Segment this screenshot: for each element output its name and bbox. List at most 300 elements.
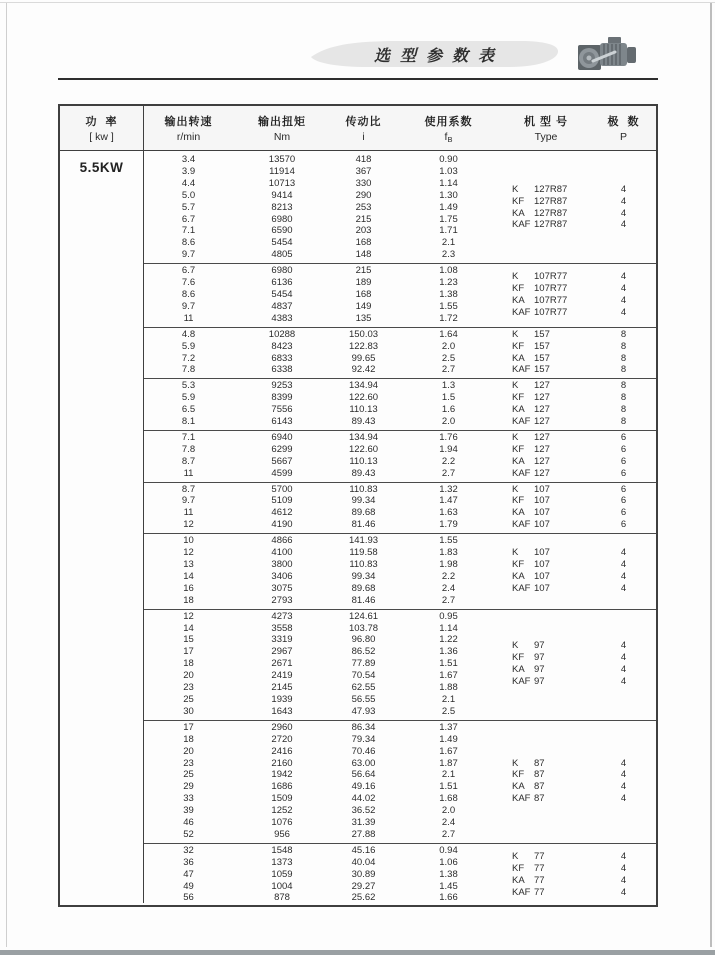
model-prefix: KAF: [512, 416, 531, 428]
model-prefix: K: [512, 483, 519, 495]
model-value: [512, 507, 591, 519]
service-factor-value: 1.47: [439, 495, 458, 507]
model-prefix: KF: [512, 392, 525, 404]
model-size: 107: [534, 507, 550, 519]
output-speed-value: 18: [183, 733, 194, 745]
i-column: [331, 380, 396, 428]
poles-value: 4: [620, 207, 627, 219]
poles-value: 8: [620, 380, 627, 392]
service-factor-value: 1.38: [439, 288, 458, 300]
ratio-value: 49.16: [351, 781, 376, 793]
model-value: [512, 652, 591, 664]
poles-value: 6: [620, 507, 627, 519]
ratio-value: 99.65: [351, 352, 376, 364]
i-column: [331, 432, 396, 480]
model-prefix: K: [512, 640, 519, 652]
poles-value: 6: [620, 443, 627, 455]
ratio-value: 253: [355, 201, 372, 213]
model-value: [512, 295, 591, 307]
fb-column: [396, 845, 501, 905]
ratio-value: 62.55: [351, 682, 376, 694]
output-torque-value: 2416: [271, 745, 293, 757]
col-unit: Nm: [273, 131, 291, 143]
poles-value: 6: [620, 495, 627, 507]
model-size: 107R77: [534, 294, 568, 306]
model-prefix: K: [512, 271, 519, 283]
service-factor-value: 2.1: [441, 769, 456, 781]
ratio-value: 45.16: [351, 844, 376, 856]
output-torque-value: 1076: [271, 817, 293, 829]
model-prefix: KAF: [512, 886, 531, 898]
output-speed-value: 36: [183, 856, 194, 868]
service-factor-value: 1.14: [439, 177, 458, 189]
model-value: [512, 863, 591, 875]
output-speed-value: 8.7: [181, 455, 196, 467]
service-factor-value: 2.1: [441, 237, 456, 249]
service-factor-value: 1.87: [439, 757, 458, 769]
poles-column: [591, 432, 656, 480]
service-factor-value: 2.0: [441, 805, 456, 817]
output-speed-value: 13: [183, 559, 194, 570]
output-torque-value: 1252: [271, 805, 293, 817]
spec-block: [144, 720, 656, 843]
service-factor-value: 2.2: [441, 455, 456, 467]
ratio-value: 110.13: [349, 404, 378, 416]
model-size: 107: [534, 582, 550, 594]
service-factor-value: 1.38: [439, 868, 458, 880]
model-size: 87: [534, 769, 545, 781]
fb-column: [396, 535, 501, 606]
ratio-value: 77.89: [351, 658, 376, 670]
model-value: [512, 341, 591, 353]
i-column: [331, 484, 396, 532]
col-unit: fB: [444, 130, 453, 144]
output-torque-value: 3558: [271, 622, 293, 634]
output-torque-value: 6590: [271, 225, 293, 237]
model-prefix: KF: [512, 862, 525, 874]
service-factor-value: 1.64: [439, 328, 458, 340]
poles-column: [591, 380, 656, 428]
ratio-value: 330: [355, 177, 372, 189]
spec-block: [144, 609, 656, 720]
model-size: 77: [534, 850, 545, 862]
title-banner: [308, 40, 560, 68]
output-speed-value: 32: [183, 844, 194, 856]
rpm-column: [144, 484, 233, 532]
poles-value: 4: [620, 582, 627, 594]
output-torque-value: 4100: [271, 547, 293, 559]
col-header-power: [60, 106, 144, 150]
service-factor-value: 1.22: [439, 634, 458, 646]
poles-value: 4: [620, 850, 627, 862]
output-torque-value: 4273: [271, 610, 293, 622]
power-value: 5.5KW: [79, 160, 124, 175]
ratio-value: 203: [355, 225, 372, 237]
output-torque-value: 11914: [269, 165, 295, 177]
output-torque-value: 6136: [271, 277, 293, 289]
rpm-column: [144, 154, 233, 261]
service-factor-value: 1.06: [439, 856, 458, 868]
service-factor-value: 1.32: [439, 483, 458, 495]
service-factor-value: 1.6: [441, 404, 456, 416]
fb-column: [396, 154, 501, 261]
model-prefix: KF: [512, 443, 525, 455]
output-torque-value: 1643: [271, 705, 293, 717]
model-prefix: KF: [512, 652, 525, 664]
model-value: [512, 640, 591, 652]
service-factor-value: 2.0: [441, 340, 456, 352]
poles-value: 6: [620, 519, 627, 531]
output-torque-value: 4866: [271, 535, 293, 547]
model-value: [512, 875, 591, 887]
ratio-value: 215: [355, 213, 372, 225]
output-speed-value: 33: [183, 793, 194, 805]
rpm-column: [144, 722, 233, 841]
model-prefix: K: [512, 547, 519, 559]
spec-block: [144, 153, 656, 263]
output-speed-value: 56: [183, 892, 194, 904]
output-speed-value: 14: [183, 570, 194, 582]
model-value: [512, 392, 591, 404]
poles-value: 4: [620, 559, 627, 570]
ratio-value: 119.58: [349, 547, 378, 559]
ratio-value: 141.93: [348, 535, 379, 547]
model-value: [512, 676, 591, 688]
ratio-value: 189: [355, 277, 372, 289]
model-size: 97: [534, 652, 545, 664]
ratio-value: 134.94: [348, 380, 379, 392]
nm-column: [233, 611, 331, 718]
output-torque-value: 5667: [271, 455, 293, 467]
model-size: 77: [534, 862, 545, 874]
model-prefix: KA: [512, 781, 525, 793]
output-torque-value: 8399: [271, 392, 293, 404]
model-value: [512, 456, 591, 468]
i-column: [331, 154, 396, 261]
output-speed-value: 18: [183, 658, 194, 670]
poles-value: 4: [620, 769, 627, 781]
type-column: [501, 611, 591, 718]
output-torque-value: 5454: [271, 237, 293, 249]
ratio-value: 92.42: [351, 364, 376, 376]
model-size: 127R87: [534, 207, 568, 219]
fb-column: [396, 611, 501, 718]
output-speed-value: 52: [183, 828, 194, 840]
ratio-value: 215: [355, 265, 372, 277]
model-size: 107: [534, 519, 550, 531]
output-speed-value: 8.6: [181, 288, 196, 300]
output-torque-value: 4612: [271, 507, 293, 519]
output-speed-value: 14: [183, 622, 194, 634]
poles-value: 6: [620, 467, 627, 479]
model-size: 107R77: [534, 283, 568, 295]
output-torque-value: 10288: [268, 328, 296, 340]
output-speed-value: 49: [183, 880, 194, 892]
service-factor-value: 2.4: [441, 817, 456, 829]
col-label: 使用系数: [424, 115, 473, 128]
output-speed-value: 23: [183, 682, 194, 694]
model-prefix: KAF: [512, 519, 531, 531]
model-prefix: KF: [512, 559, 525, 570]
output-torque-value: 6299: [271, 443, 293, 455]
service-factor-value: 2.1: [441, 693, 456, 705]
col-label: 功 率: [85, 116, 118, 128]
output-speed-value: 47: [183, 868, 194, 880]
rpm-column: [144, 432, 233, 480]
poles-column: [591, 329, 656, 377]
service-factor-value: 1.72: [439, 312, 458, 324]
model-size: 127: [534, 380, 550, 392]
fb-column: [396, 484, 501, 532]
model-prefix: KAF: [512, 793, 531, 805]
output-speed-value: 6.7: [181, 213, 196, 225]
output-speed-value: 18: [183, 594, 194, 606]
output-speed-value: 7.6: [181, 277, 196, 289]
poles-column: [591, 611, 656, 718]
output-torque-value: 13570: [268, 154, 296, 165]
poles-value: 4: [620, 271, 627, 283]
model-value: [512, 495, 591, 507]
poles-value: 8: [620, 352, 627, 364]
type-column: [501, 432, 591, 480]
poles-column: [591, 722, 656, 841]
service-factor-value: 1.94: [439, 443, 458, 455]
output-speed-value: 9.7: [181, 249, 196, 261]
service-factor-value: 2.5: [441, 705, 456, 717]
service-factor-value: 2.5: [441, 352, 456, 364]
service-factor-value: 2.7: [441, 594, 456, 606]
page-title: 选型参数表: [373, 47, 504, 65]
i-column: [331, 845, 396, 905]
service-factor-value: 1.68: [439, 793, 458, 805]
output-speed-value: 20: [183, 745, 194, 757]
output-torque-value: 4837: [271, 300, 293, 312]
ratio-value: 29.27: [351, 880, 376, 892]
nm-column: [233, 265, 331, 325]
poles-column: [591, 484, 656, 532]
model-value: [512, 664, 591, 676]
service-factor-value: 1.5: [441, 392, 456, 404]
output-speed-value: 12: [183, 547, 194, 559]
fb-column: [396, 329, 501, 377]
ratio-value: 27.88: [351, 828, 376, 840]
model-size: 127R87: [534, 219, 568, 231]
model-value: [512, 571, 591, 583]
ratio-value: 81.46: [351, 519, 376, 531]
table-blocks: [144, 151, 656, 903]
page-edge-left: [6, 3, 7, 947]
model-prefix: K: [512, 850, 519, 862]
ratio-value: 150.03: [348, 328, 379, 340]
model-prefix: KAF: [512, 219, 531, 231]
output-torque-value: 6980: [271, 213, 293, 225]
service-factor-value: 1.76: [439, 431, 458, 443]
output-torque-value: 1004: [271, 880, 293, 892]
nm-column: [233, 380, 331, 428]
model-size: 157: [534, 340, 550, 352]
ratio-value: 135: [355, 312, 372, 324]
output-torque-value: 1509: [271, 793, 293, 805]
model-prefix: KF: [512, 340, 525, 352]
output-torque-value: 2793: [271, 594, 293, 606]
output-speed-value: 4.4: [181, 177, 196, 189]
col-header-output-torque: [233, 106, 331, 150]
model-size: 127: [534, 443, 550, 455]
header-rule: [58, 78, 658, 80]
model-value: [512, 271, 591, 283]
ratio-value: 79.34: [351, 733, 376, 745]
output-speed-value: 7.8: [181, 443, 196, 455]
output-speed-value: 7.1: [181, 431, 196, 443]
model-size: 87: [534, 781, 545, 793]
service-factor-value: 1.83: [439, 547, 458, 559]
output-torque-value: 8213: [271, 201, 293, 213]
model-prefix: KA: [512, 664, 525, 676]
model-size: 107: [534, 570, 550, 582]
output-speed-value: 16: [183, 582, 194, 594]
i-column: [331, 722, 396, 841]
output-speed-value: 23: [183, 757, 194, 769]
output-speed-value: 29: [183, 781, 194, 793]
poles-value: 6: [620, 455, 627, 467]
model-size: 157: [534, 364, 550, 376]
type-column: [501, 265, 591, 325]
output-torque-value: 10713: [268, 177, 296, 189]
model-size: 77: [534, 886, 545, 898]
col-header-poles: [591, 106, 656, 150]
output-torque-value: 3075: [271, 582, 293, 594]
type-column: [501, 329, 591, 377]
ratio-value: 367: [355, 165, 372, 177]
model-value: [512, 444, 591, 456]
spec-block: [144, 430, 656, 482]
model-prefix: KA: [512, 570, 525, 582]
model-size: 127: [534, 416, 550, 428]
ratio-value: 418: [355, 154, 372, 165]
service-factor-value: 1.3: [441, 380, 456, 392]
output-torque-value: 3800: [271, 559, 293, 570]
output-torque-value: 2145: [271, 682, 293, 694]
poles-value: 4: [620, 294, 627, 306]
ratio-value: 110.13: [349, 455, 378, 467]
output-speed-value: 8.7: [181, 483, 196, 495]
output-speed-value: 9.7: [181, 495, 196, 507]
model-value: [512, 208, 591, 220]
nm-column: [233, 722, 331, 841]
i-column: [331, 535, 396, 606]
output-torque-value: 3319: [271, 634, 293, 646]
output-torque-value: 2160: [271, 757, 293, 769]
spec-block: [144, 533, 656, 608]
type-column: [501, 845, 591, 905]
model-prefix: KF: [512, 283, 525, 295]
poles-column: [591, 535, 656, 606]
page-edge-top: [0, 2, 715, 3]
output-torque-value: 1059: [271, 868, 293, 880]
model-size: 107R77: [534, 271, 568, 283]
output-torque-value: 4383: [271, 312, 293, 324]
model-value: [512, 219, 591, 231]
output-torque-value: 1942: [271, 769, 293, 781]
poles-value: 8: [620, 364, 627, 376]
ratio-value: 44.02: [351, 793, 376, 805]
service-factor-value: 1.36: [439, 646, 458, 658]
output-torque-value: 2419: [271, 670, 293, 682]
output-torque-value: 878: [274, 892, 290, 904]
ratio-value: 89.43: [351, 416, 376, 428]
model-prefix: KAF: [512, 364, 531, 376]
output-speed-value: 7.8: [181, 364, 196, 376]
rpm-column: [144, 380, 233, 428]
col-label: 极 数: [607, 116, 640, 128]
model-prefix: KAF: [512, 306, 531, 318]
model-prefix: KA: [512, 455, 525, 467]
output-speed-value: 17: [183, 646, 194, 658]
model-value: [512, 851, 591, 863]
poles-column: [591, 845, 656, 905]
poles-value: 4: [620, 664, 627, 676]
ratio-value: 124.61: [348, 610, 379, 622]
output-speed-value: 11: [183, 312, 194, 324]
service-factor-value: 2.4: [441, 582, 456, 594]
model-value: [512, 404, 591, 416]
service-factor-value: 1.49: [439, 733, 458, 745]
ratio-value: 122.60: [348, 392, 379, 404]
power-cell: [60, 151, 144, 903]
service-factor-value: 1.63: [439, 507, 458, 519]
model-size: 87: [534, 757, 545, 769]
ratio-value: 168: [355, 288, 372, 300]
output-torque-value: 6980: [271, 265, 293, 277]
model-size: 157: [534, 352, 550, 364]
output-torque-value: 1686: [271, 781, 293, 793]
spec-block: [144, 843, 656, 907]
service-factor-value: 2.7: [441, 364, 456, 376]
ratio-value: 122.83: [348, 340, 379, 352]
poles-value: 4: [620, 283, 627, 295]
model-prefix: KAF: [512, 676, 531, 688]
service-factor-value: 1.55: [439, 300, 458, 312]
model-prefix: KA: [512, 507, 525, 519]
ratio-value: 63.00: [351, 757, 376, 769]
model-size: 87: [534, 793, 545, 805]
output-torque-value: 9253: [271, 380, 293, 392]
output-speed-value: 5.3: [181, 380, 196, 392]
model-prefix: K: [512, 431, 519, 443]
page-edge-right: [710, 3, 712, 947]
model-value: [512, 184, 591, 196]
poles-value: 6: [620, 431, 627, 443]
poles-value: 4: [620, 874, 627, 886]
model-value: [512, 432, 591, 444]
service-factor-value: 2.3: [441, 249, 456, 261]
nm-column: [233, 845, 331, 905]
col-header-model: [501, 106, 591, 150]
col-header-service-factor: [396, 106, 501, 150]
output-speed-value: 5.9: [181, 340, 196, 352]
ratio-value: 56.55: [351, 693, 376, 705]
model-value: [512, 283, 591, 295]
model-size: 77: [534, 874, 545, 886]
ratio-value: 40.04: [351, 856, 376, 868]
poles-column: [591, 154, 656, 261]
output-torque-value: 956: [274, 828, 290, 840]
ratio-value: 89.68: [351, 582, 376, 594]
ratio-value: 56.64: [351, 769, 376, 781]
output-speed-value: 3.9: [181, 165, 196, 177]
output-torque-value: 6940: [271, 431, 293, 443]
model-value: [512, 364, 591, 376]
